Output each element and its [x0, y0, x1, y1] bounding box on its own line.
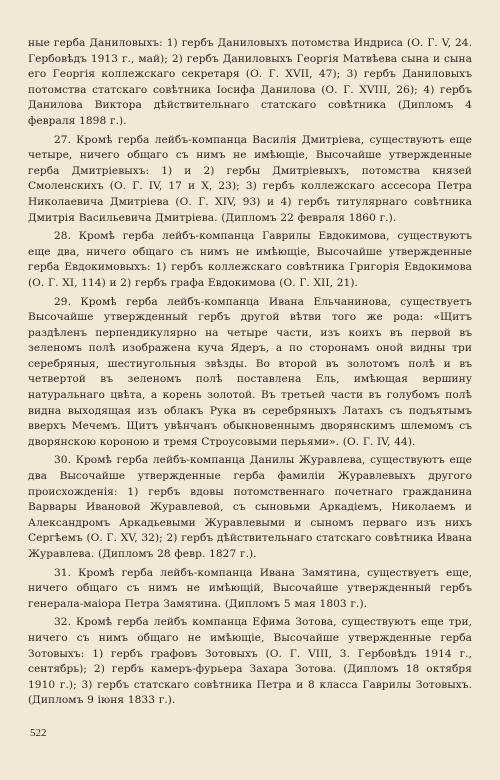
page-body	[28, 36, 472, 712]
paragraph-29: 29. Кромѣ герба лейбъ-компанца Ивана Ельчанинова, существуетъ Высочайше утвержденный гербъ другой вѣтви того же рода: «Щитъ раздѣленъ перпендикулярно на четыре части, изъ коихъ въ первой въ зеленомъ полѣ изображена куча Ядеръ, а по сторонамъ оной видны три серебряныя, шестиугольныя звѣзды. Во второй въ золотомъ полѣ и въ четвертой въ зеленомъ полѣ поставлена Ель, имѣющая вершину натуральнаго цвѣта, а корень золотой. Въ третьей части въ голубомъ полѣ видна выходящая изъ облакъ Рука въ серебряныхъ Латахъ съ подъятымъ вверхъ Мечемъ. Щитъ увѣнчанъ обыкновеннымъ дворянскимъ шлемомъ съ дворянскою короною и тремя Строусовыми перьями». (О. Г. IV, 44).	[28, 295, 472, 448]
paragraph-continuation: ные герба Даниловыхъ: 1) гербъ Даниловыхъ потомства Индриса (О. Г. V, 24. Гербовѣдъ 1913 г., май); 2) гербъ Даниловыхъ Георгія Матвѣева сына и сына его Георгія коллежскаго секретаря (О. Г. XVII, 47); 3) гербъ Даниловыхъ потомства статскаго совѣтника Іосифа Данилова (О. Г. XVIII, 26); 4) гербъ Данилова Виктора дѣйствительнаго статскаго совѣтника (Дипломъ 4 февраля 1898 г.).	[28, 37, 472, 127]
paragraph-27: 27. Кромѣ герба лейбъ-компанца Василія Дмитріева, существуютъ еще четыре, ничего общаго съ нимъ не имѣющіе, Высочайше утвержденные герба Дмитріевыхъ: 1) и 2) гербы Дмитріевыхъ, потомства князей Смоленскихъ (О. Г. IV, 17 и X, 23); 3) гербъ коллежскаго ассесора Петра Николаевича Дмитріева (О. Г. XIV, 93) и 4) гербъ титулярнаго совѣтника Дмитрія Васильевича Дмитріева. (Дипломъ 22 февраля 1860 г.).	[28, 133, 472, 224]
paragraph-32: 32. Кромѣ герба лейбъ компанца Ефима Зотова, существуютъ еще три, ничего съ нимъ общаго не имѣющіе, Высочайше утвержденные герба Зотовыхъ: 1) гербъ графовъ Зотовыхъ (О. Г. VIII, 3. Гербовѣдъ 1914 г., сентябрь); 2) гербъ камеръ-фурьера Захара Зотова. (Дипломъ 18 октября 1910 г.); 3) гербъ статскаго совѣтника Петра и 8 класса Гаврилы Зотовыхъ. (Дипломъ 9 іюня 1833 г.).	[28, 616, 472, 707]
paragraph-28: 28. Кромѣ герба лейбъ-компанца Гаврилы Евдокимова, существуютъ еще два, ничего общаго съ нимъ не имѣющіе, Высочайше утвержденные герба Евдокимовыхъ: 1) гербъ коллежскаго совѣтника Григорія Евдокимова (О. Г. XI, 114) и 2) гербъ графа Евдокимова (О. Г. XII, 21).	[28, 230, 472, 289]
paragraph-30: 30. Кромѣ герба лейбъ-компанца Данилы Журавлева, существуютъ еще два Высочайше утвержденные герба фамиліи Журавлевыхъ другого происхожденія: 1) гербъ вдовы потомственнаго почетнаго гражданина Варвары Ивановой Журавлевой, съ сыновьми Аркадіемъ, Николаемъ и Александромъ Аркадьевыми Журавлевыми и сыномъ перваго изъ нихъ Сергѣемъ (О. Г. XV, 32); 2) гербъ дѣйствительнаго статскаго совѣтника Ивана Журавлева. (Дипломъ 28 февр. 1827 г.).	[28, 454, 472, 560]
page-number: 522	[30, 727, 47, 739]
paragraph-31: 31. Кромѣ герба лейбъ-компанца Ивана Замятина, существуетъ еще, ничего общаго съ нимъ не имѣющій, Высочайше утвержденный гербъ генерала-маіора Петра Замятина. (Дипломъ 5 мая 1803 г.).	[28, 566, 472, 610]
